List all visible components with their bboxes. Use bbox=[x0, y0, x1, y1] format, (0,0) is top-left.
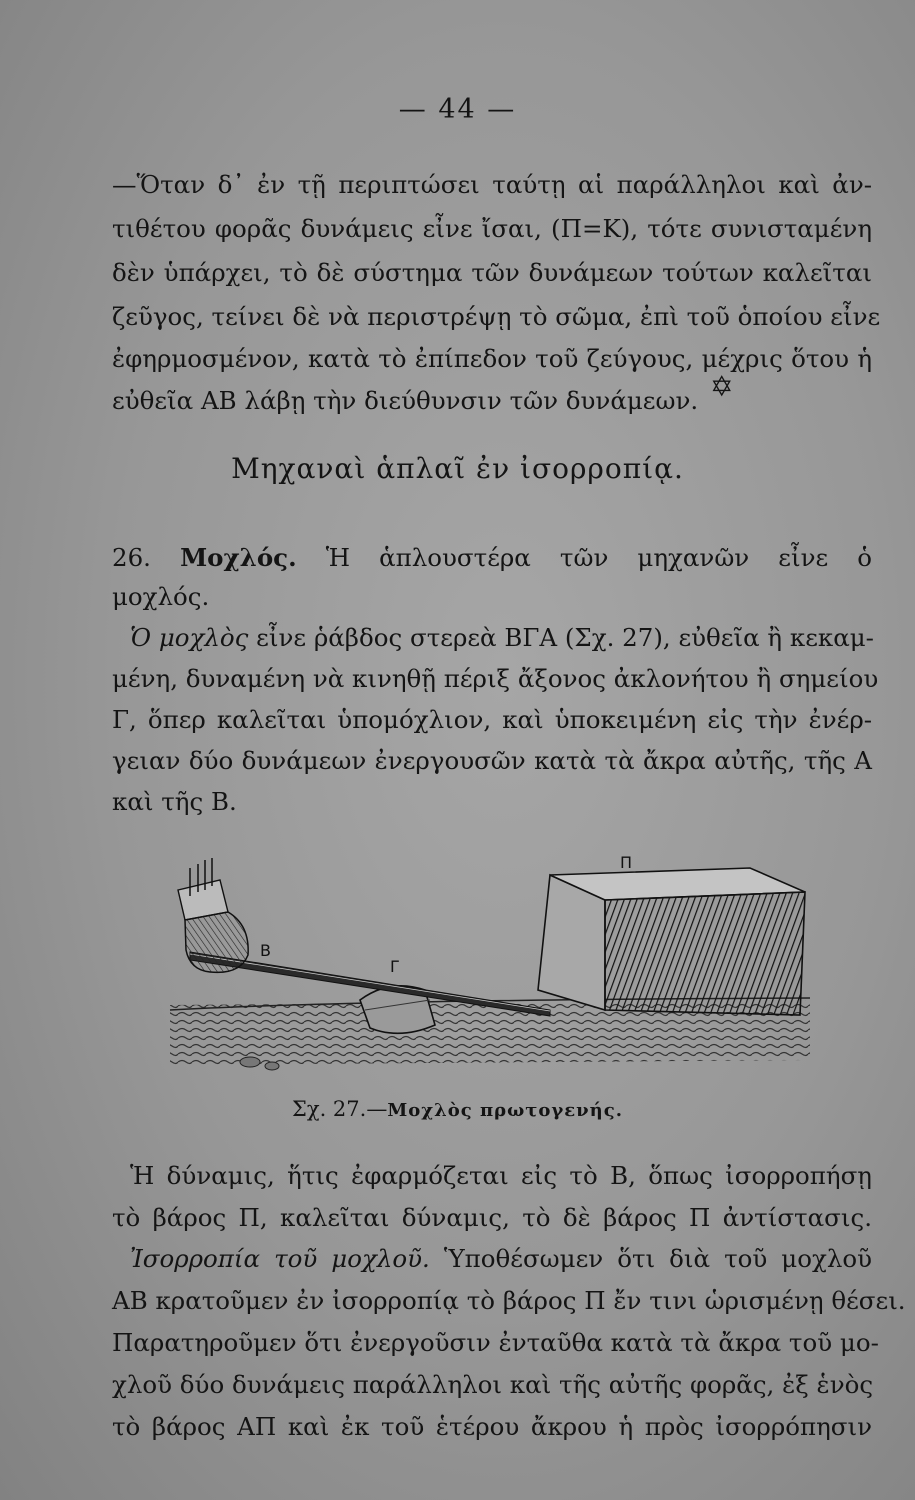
pebble bbox=[265, 1062, 279, 1070]
lever-figure bbox=[150, 850, 830, 1100]
paragraph-heading: Μοχλός. bbox=[180, 543, 297, 572]
paragraph-line: ζεῦγος, τείνει δὲ νὰ περιστρέψῃ τὸ σῶμα, ἐπὶ τοῦ ὁποίου εἶνε bbox=[112, 302, 881, 331]
paragraph-line: γειαν δύο δυνάμεων ἐνεργουσῶν κατὰ τὰ ἄκρα αὐτῆς, τῆς Α bbox=[112, 746, 872, 775]
handwritten-mark-icon: ✡ bbox=[710, 370, 734, 403]
figure-caption bbox=[0, 1097, 915, 1121]
paragraph-line: Παρατηροῦμεν ὅτι ἐνεργοῦσιν ἐνταῦθα κατὰ τὰ ἄκρα τοῦ μο- bbox=[112, 1328, 879, 1357]
paragraph-heading-line bbox=[112, 543, 872, 573]
paragraph-text: Ἡ ἁπλουστέρα τῶν μηχανῶν εἶνε ὁ bbox=[325, 543, 872, 572]
paragraph-line: δὲν ὑπάρχει, τὸ δὲ σύστημα τῶν δυνάμεων τούτων καλεῖται bbox=[112, 258, 872, 287]
paragraph-line: τὸ βάρος ΑΠ καὶ ἐκ τοῦ ἑτέρου ἄκρου ἡ πρὸς ἰσορρόπησιν bbox=[112, 1412, 872, 1441]
paragraph-line: τιθέτου φορᾶς δυνάμεις εἶνε ἴσαι, (Π=Κ), τότε συνισταμένη bbox=[112, 214, 872, 243]
paragraph-line: χλοῦ δύο δυνάμεις παράλληλοι καὶ τῆς αὐτῆς φορᾶς, ἐξ ἑνὸς bbox=[112, 1370, 874, 1399]
defined-term: Ὁ μοχλὸς bbox=[130, 623, 249, 652]
figure-label-weight: Π bbox=[620, 853, 633, 872]
figure-label-fulcrum: Γ bbox=[390, 957, 399, 976]
paragraph-line: καὶ τῆς Β. bbox=[112, 787, 237, 816]
paragraph-text: εἶνε ῥάβδος στερεὰ ΒΓΑ (Σχ. 27), εὐθεῖα ἢ κεκαμ- bbox=[256, 623, 874, 652]
paragraph-line bbox=[130, 623, 872, 653]
paragraph-line: —Ὅταν δ᾿ ἐν τῇ περιπτώσει ταύτῃ αἱ παράλληλοι καὶ ἀν- bbox=[112, 170, 872, 199]
caption-title: Μοχλὸς πρωτογενής. bbox=[387, 1100, 623, 1121]
paragraph-line: Ἡ δύναμις, ἥτις ἐφαρμόζεται εἰς τὸ Β, ὅπως ἰσορροπήσῃ bbox=[130, 1161, 872, 1190]
paragraph-line: εὐθεῖα ΑΒ λάβῃ τὴν διεύθυνσιν τῶν δυνάμεων. bbox=[112, 386, 699, 415]
weight-box bbox=[538, 868, 805, 1015]
paragraph-line: ἐφηρμοσμένον, κατὰ τὸ ἐπίπεδον τοῦ ζεύγους, μέχρις ὅτου ἡ bbox=[112, 344, 872, 373]
figure-label-force-end: Β bbox=[260, 941, 271, 960]
paragraph-line: Γ, ὅπερ καλεῖται ὑπομόχλιον, καὶ ὑποκειμένη εἰς τὴν ἐνέρ- bbox=[112, 705, 872, 734]
paragraph-text: Ὑποθέσωμεν ὅτι διὰ τοῦ μοχλοῦ bbox=[443, 1244, 872, 1273]
paragraph-line: τὸ βάρος Π, καλεῖται δύναμις, τὸ δὲ βάρος Π ἀντίστασις. bbox=[112, 1203, 872, 1232]
page-number: — 44 — bbox=[398, 94, 517, 125]
caption-prefix: Σχ. 27.— bbox=[292, 1097, 388, 1121]
paragraph-line bbox=[130, 1244, 872, 1274]
pebble bbox=[240, 1057, 260, 1067]
paragraph-number: 26. bbox=[112, 543, 151, 572]
defined-term: Ἰσορροπία τοῦ μοχλοῦ. bbox=[130, 1244, 430, 1273]
paragraph-line: μένη, δυναμένη νὰ κινηθῇ πέριξ ἄξονος ἀκλονήτου ἢ σημείου bbox=[112, 664, 879, 693]
paragraph-line: μοχλός. bbox=[112, 582, 210, 611]
paragraph-line: ΑΒ κρατοῦμεν ἐν ἰσορροπίᾳ τὸ βάρος Π ἔν τινι ὡρισμένῃ θέσει. bbox=[112, 1286, 906, 1315]
section-title: Μηχαναὶ ἁπλαῖ ἐν ἰσορροπίᾳ. bbox=[231, 452, 684, 485]
hand-icon bbox=[185, 912, 248, 972]
